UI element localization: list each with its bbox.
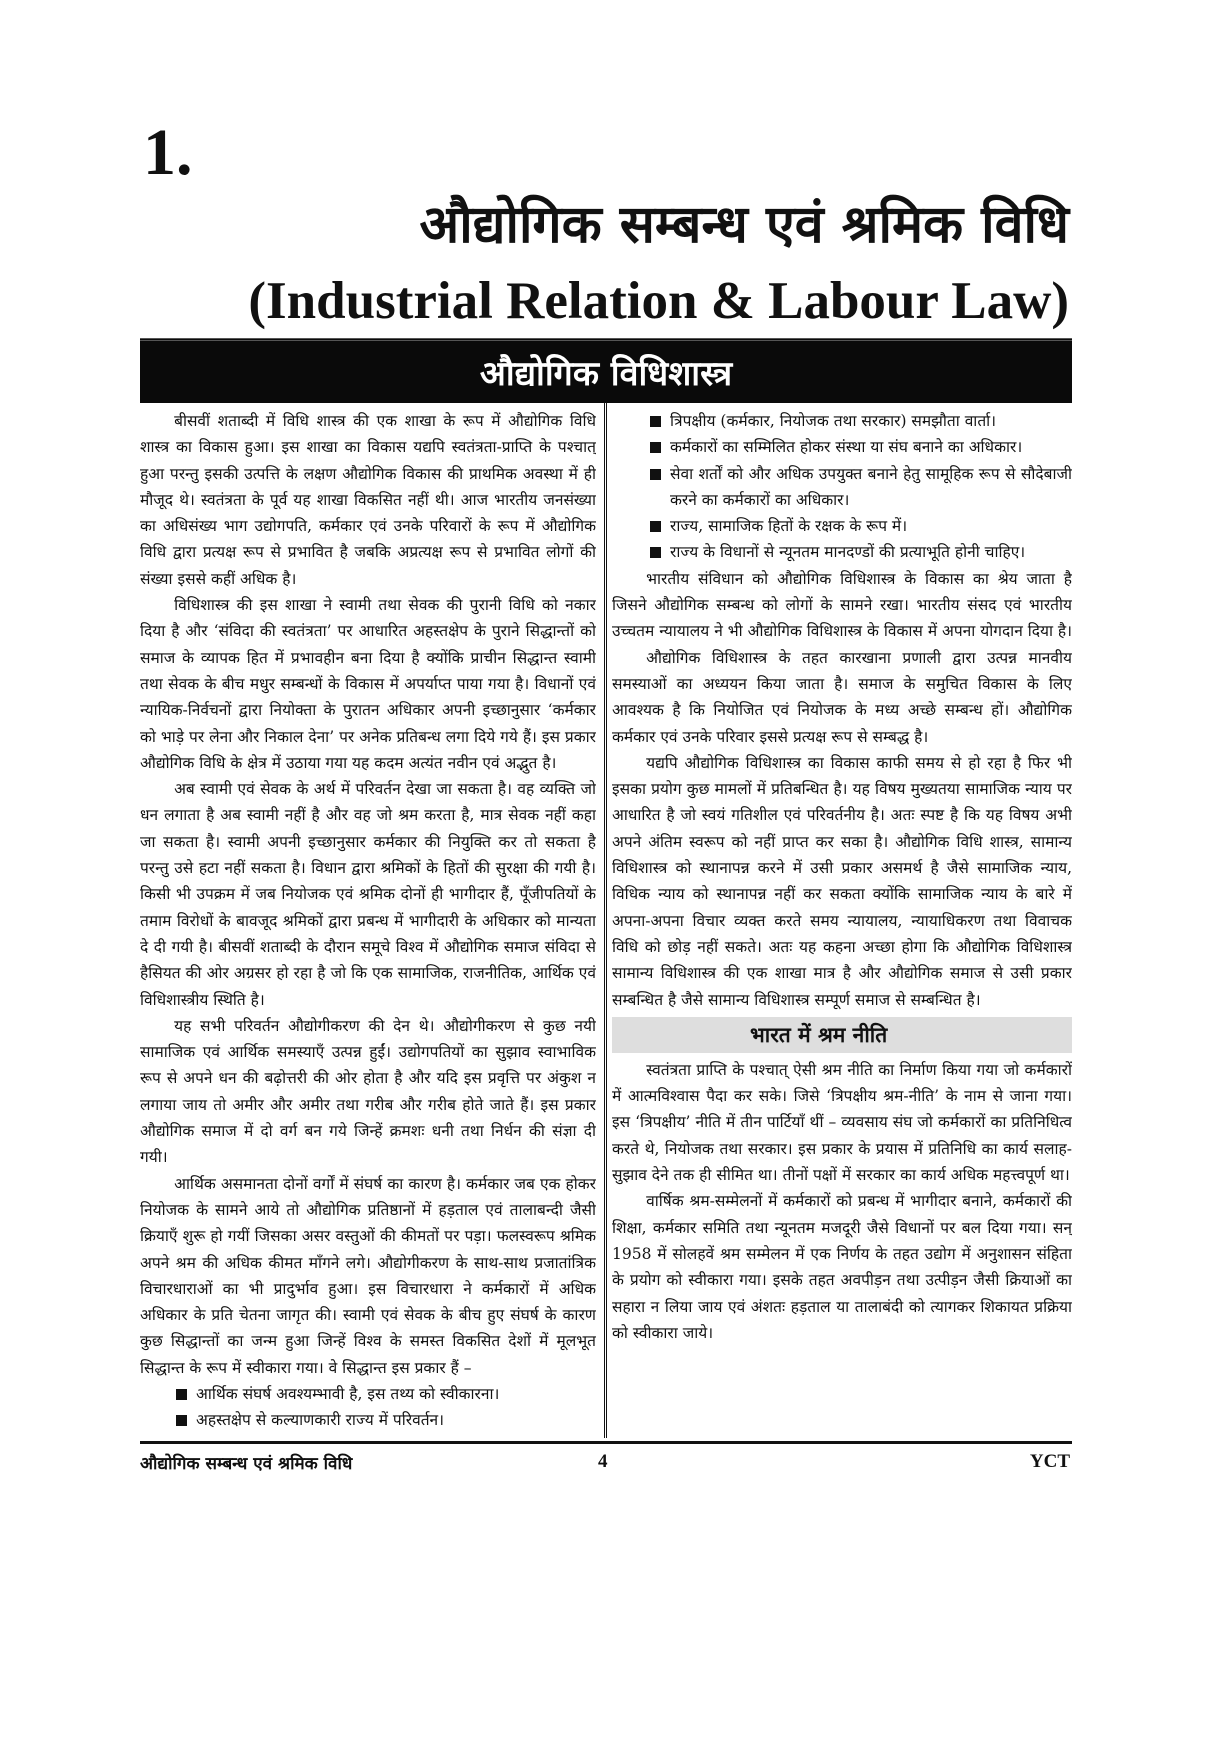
subheading: भारत में श्रम नीति	[750, 1022, 888, 1047]
footer-book-title: औद्योगिक सम्बन्ध एवं श्रमिक विधि	[140, 1454, 353, 1474]
square-bullet-icon	[650, 547, 661, 558]
paragraph: यह सभी परिवर्तन औद्योगीकरण की देन थे। औद्योगीकरण से कुछ नयी सामाजिक एवं आर्थिक समस्याएँ उत्पन्न हुईं। उद्योगपतियों का सुझाव स्वाभाविक रूप से अपने धन की बढ़ोत्तरी की ओर होता है और यदि इस प्रवृत्ति पर अंकुश न लगाया जाय तो अमीर और अमीर तथा गरीब और गरीब होते जाते हैं। इस प्रकार औद्योगिक समाज में दो वर्ग बन गये जिन्हें क्रमशः धनी तथा निर्धन की संज्ञा दी गयी।	[140, 1016, 596, 1167]
square-bullet-icon	[176, 1389, 187, 1400]
square-bullet-icon	[650, 469, 661, 480]
paragraph: बीसवीं शताब्दी में विधि शास्त्र की एक शाखा के रूप में औद्योगिक विधि शास्त्र का विकास हुआ। इस शाखा का विकास यद्यपि स्वतंत्रता-प्राप्ति के पश्चात् हुआ परन्तु इसकी उत्पत्ति के लक्षण औद्योगिक विकास की प्राथमिक अवस्था में ही मौजूद थे। स्वतंत्रता के पूर्व यह शाखा विकसित नहीं थी। आज भारतीय जनसंख्या का अधिसंख्य भाग उद्योगपति, कर्मकार एवं उनके परिवारों के रूप में औद्योगिक विधि द्वारा प्रत्यक्ष रूप से प्रभावित है जबकि अप्रत्यक्ष रूप से प्रभावित लोगों की संख्या इससे कहीं अधिक है।	[140, 412, 596, 588]
chapter-title-hindi: औद्योगिक सम्बन्ध एवं श्रमिक विधि	[419, 195, 1069, 255]
paragraph: अब स्वामी एवं सेवक के अर्थ में परिवर्तन देखा जा सकता है। वह व्यक्ति जो धन लगाता है अब स्वामी नहीं है और वह जो श्रम करता है, मात्र सेवक नहीं कहा जा सकता है। स्वामी अपनी इच्छानुसार कर्मकार की नियुक्ति कर तो सकता है परन्तु उसे हटा नहीं सकता है। विधान द्वारा श्रमिकों के हितों की सुरक्षा की गयी है। किसी भी उपक्रम में जब नियोजक एवं श्रमिक दोनों ही भागीदार हैं, पूँजीपतियों के तमाम विरोधों के बावजूद श्रमिकों द्वारा प्रबन्ध में भागीदारी के अधिकार को मान्यता दे दी गयी है। बीसवीं शताब्दी के दौरान समूचे विश्व में औद्योगिक समाज संविदा से हैसियत की ओर अग्रसर हो रहा है जो कि एक सामाजिक, राजनीतिक, आर्थिक एवं विधिशास्त्रीय स्थिति है।	[140, 780, 596, 1009]
publisher-mark: YCT	[1029, 1451, 1070, 1472]
list-item	[612, 434, 1072, 460]
list-item	[612, 539, 1072, 565]
list-item-text: राज्य के विधानों से न्यूनतम मानदण्डों की प्रत्याभूति होनी चाहिए।	[670, 543, 1026, 562]
left-column	[140, 408, 596, 1740]
square-bullet-icon	[650, 521, 661, 532]
column-divider	[604, 402, 607, 1438]
principles-list-continued	[612, 408, 1072, 566]
paragraph: यद्यपि औद्योगिक विधिशास्त्र का विकास काफी समय से हो रहा है फिर भी इसका प्रयोग कुछ मामलों में प्रतिबन्धित है। यह विषय मुख्यतया सामाजिक न्याय पर आधारित है जो स्वयं गतिशील एवं परिवर्तनीय है। अतः स्पष्ट है कि यह विषय अभी अपने अंतिम स्वरूप को नहीं प्राप्त कर सका है। औद्योगिक विधि शास्त्र, सामान्य विधिशास्त्र को स्थानापन्न करने में उसी प्रकार असमर्थ है जैसे सामाजिक न्याय, विधिक न्याय को स्थानापन्न नहीं कर सकता क्योंकि सामाजिक न्याय के बारे में अपना-अपना विचार व्यक्त करते समय न्यायालय, न्यायाधिकरण तथा विवाचक विधि को छोड़ नहीं सकते। अतः यह कहना अच्छा होगा कि औद्योगिक विधिशास्त्र सामान्य विधिशास्त्र की एक शाखा मात्र है और औद्योगिक समाज से उसी प्रकार सम्बन्धित है जैसे सामान्य विधिशास्त्र सम्पूर्ण समाज से सम्बन्धित है।	[612, 753, 1072, 1009]
page-number: 4	[598, 1451, 608, 1472]
list-item-text: सेवा शर्तों को और अधिक उपयुक्त बनाने हेतु सामूहिक रूप से सौदेबाजी करने का कर्मकारों का अधिकार।	[670, 464, 1072, 509]
list-item	[140, 1407, 596, 1433]
list-item	[612, 513, 1072, 539]
chapter-title-english: (Industrial Relation & Labour Law)	[248, 272, 1069, 330]
list-item	[140, 1381, 596, 1407]
principles-list	[140, 1381, 596, 1434]
section-banner	[140, 338, 1072, 403]
footer-rule	[140, 1441, 1072, 1444]
list-item-text: आर्थिक संघर्ष अवश्यम्भावी है, इस तथ्य को स्वीकारना।	[196, 1384, 500, 1403]
list-item	[612, 408, 1072, 434]
paragraph: विधिशास्त्र की इस शाखा ने स्वामी तथा सेवक की पुरानी विधि को नकार दिया है और ‘संविदा की स्वतंत्रता’ पर आधारित अहस्तक्षेप के पुराने सिद्धान्तों को समाज के व्यापक हित में प्रभावहीन बना दिया है क्योंकि प्राचीन सिद्धान्त स्वामी तथा सेवक के बीच मधुर सम्बन्धों के विकास में अपर्याप्त पाया गया है। विधानों एवं न्यायिक-निर्वचनों द्वारा नियोक्ता के पुरातन अधिकार अपनी इच्छानुसार ‘कर्मकार को भाड़े पर लेना और निकाल देना’ पर अनेक प्रतिबन्ध लगा दिये गये हैं। इस प्रकार औद्योगिक विधि के क्षेत्र में उठाया गया यह कदम अत्यंत नवीन एवं अद्भुत है।	[140, 596, 596, 772]
square-bullet-icon	[176, 1415, 187, 1426]
chapter-number: 1.	[143, 116, 193, 189]
paragraph: भारतीय संविधान को औद्योगिक विधिशास्त्र के विकास का श्रेय जाता है जिसने औद्योगिक सम्बन्ध को लोगों के सामने रखा। भारतीय संसद एवं भारतीय उच्चतम न्यायालय ने भी औद्योगिक विधिशास्त्र के विकास में अपना योगदान दिया है।	[612, 569, 1072, 641]
list-item	[612, 461, 1072, 514]
square-bullet-icon	[650, 442, 661, 453]
list-item-text: राज्य, सामाजिक हितों के रक्षक के रूप में।	[670, 517, 908, 536]
list-item-text: कर्मकारों का सम्मिलित होकर संस्था या संघ बनाने का अधिकार।	[670, 438, 1023, 457]
subheading-box	[612, 1017, 1072, 1053]
list-item-text: अहस्तक्षेप से कल्याणकारी राज्य में परिवर्तन।	[196, 1411, 445, 1430]
paragraph: वार्षिक श्रम-सम्मेलनों में कर्मकारों को प्रबन्ध में भागीदार बनाने, कर्मकारों की शिक्षा, कर्मकार समिति तथा न्यूनतम मजदूरी जैसे विधानों पर बल दिया गया। सन् 1958 में सोलहवें श्रम सम्मेलन में एक निर्णय के तहत उद्योग में अनुशासन संहिता के प्रयोग को स्वीकारा गया। इसके तहत अवपीड़न तथा उत्पीड़न जैसी क्रियाओं का सहारा न लिया जाय एवं अंशतः हड़ताल या तालाबंदी को त्यागकर शिकायत प्रक्रिया को स्वीकारा जाये।	[612, 1192, 1072, 1342]
square-bullet-icon	[650, 416, 661, 427]
paragraph: आर्थिक असमानता दोनों वर्गों में संघर्ष का कारण है। कर्मकार जब एक होकर नियोजक के सामने आये तो औद्योगिक प्रतिष्ठानों में हड़ताल एवं तालाबन्दी जैसी क्रियाएँ शुरू हो गयीं जिसका असर वस्तुओं की कीमतों पर पड़ा। फलस्वरूप श्रमिक अपने श्रम की अधिक कीमत माँगने लगे। औद्योगीकरण के साथ-साथ प्रजातांत्रिक विचारधाराओं का भी प्रादुर्भाव हुआ। इस विचारधारा ने कर्मकारों में अधिक अधिकार के प्रति चेतना जागृत की। स्वामी एवं सेवक के बीच हुए संघर्ष के कारण कुछ सिद्धान्तों का जन्म हुआ जिन्हें विश्व के समस्त विकसित देशों में मूलभूत सिद्धान्त के रूप में स्वीकारा गया। वे सिद्धान्त इस प्रकार हैं –	[140, 1174, 596, 1377]
section-title: औद्योगिक विधिशास्त्र	[479, 354, 733, 394]
paragraph: स्वतंत्रता प्राप्ति के पश्चात् ऐसी श्रम नीति का निर्माण किया गया जो कर्मकारों में आत्मविश्वास पैदा कर सके। जिसे ‘त्रिपक्षीय श्रम-नीति’ के नाम से जाना गया। इस ‘त्रिपक्षीय’ नीति में तीन पार्टियाँ थीं – व्यवसाय संघ जो कर्मकारों का प्रतिनिधित्व करते थे, नियोजक तथा सरकार। इस प्रकार के प्रयास में प्रतिनिधि का कार्य सलाह-सुझाव देने तक ही सीमित था। तीनों पक्षों में सरकार का कार्य अधिक महत्त्वपूर्ण था।	[612, 1060, 1072, 1185]
paragraph: औद्योगिक विधिशास्त्र के तहत कारखाना प्रणाली द्वारा उत्पन्न मानवीय समस्याओं का अध्ययन किया जाता है। समाज के समुचित विकास के लिए आवश्यक है कि नियोजित एवं नियोजक के मध्य अच्छे सम्बन्ध हों। औद्योगिक कर्मकार एवं उनके परिवार इससे प्रत्यक्ष रूप से सम्बद्ध है।	[612, 648, 1072, 746]
right-column	[612, 408, 1072, 1740]
list-item-text: त्रिपक्षीय (कर्मकार, नियोजक तथा सरकार) समझौता वार्ता।	[670, 412, 997, 430]
